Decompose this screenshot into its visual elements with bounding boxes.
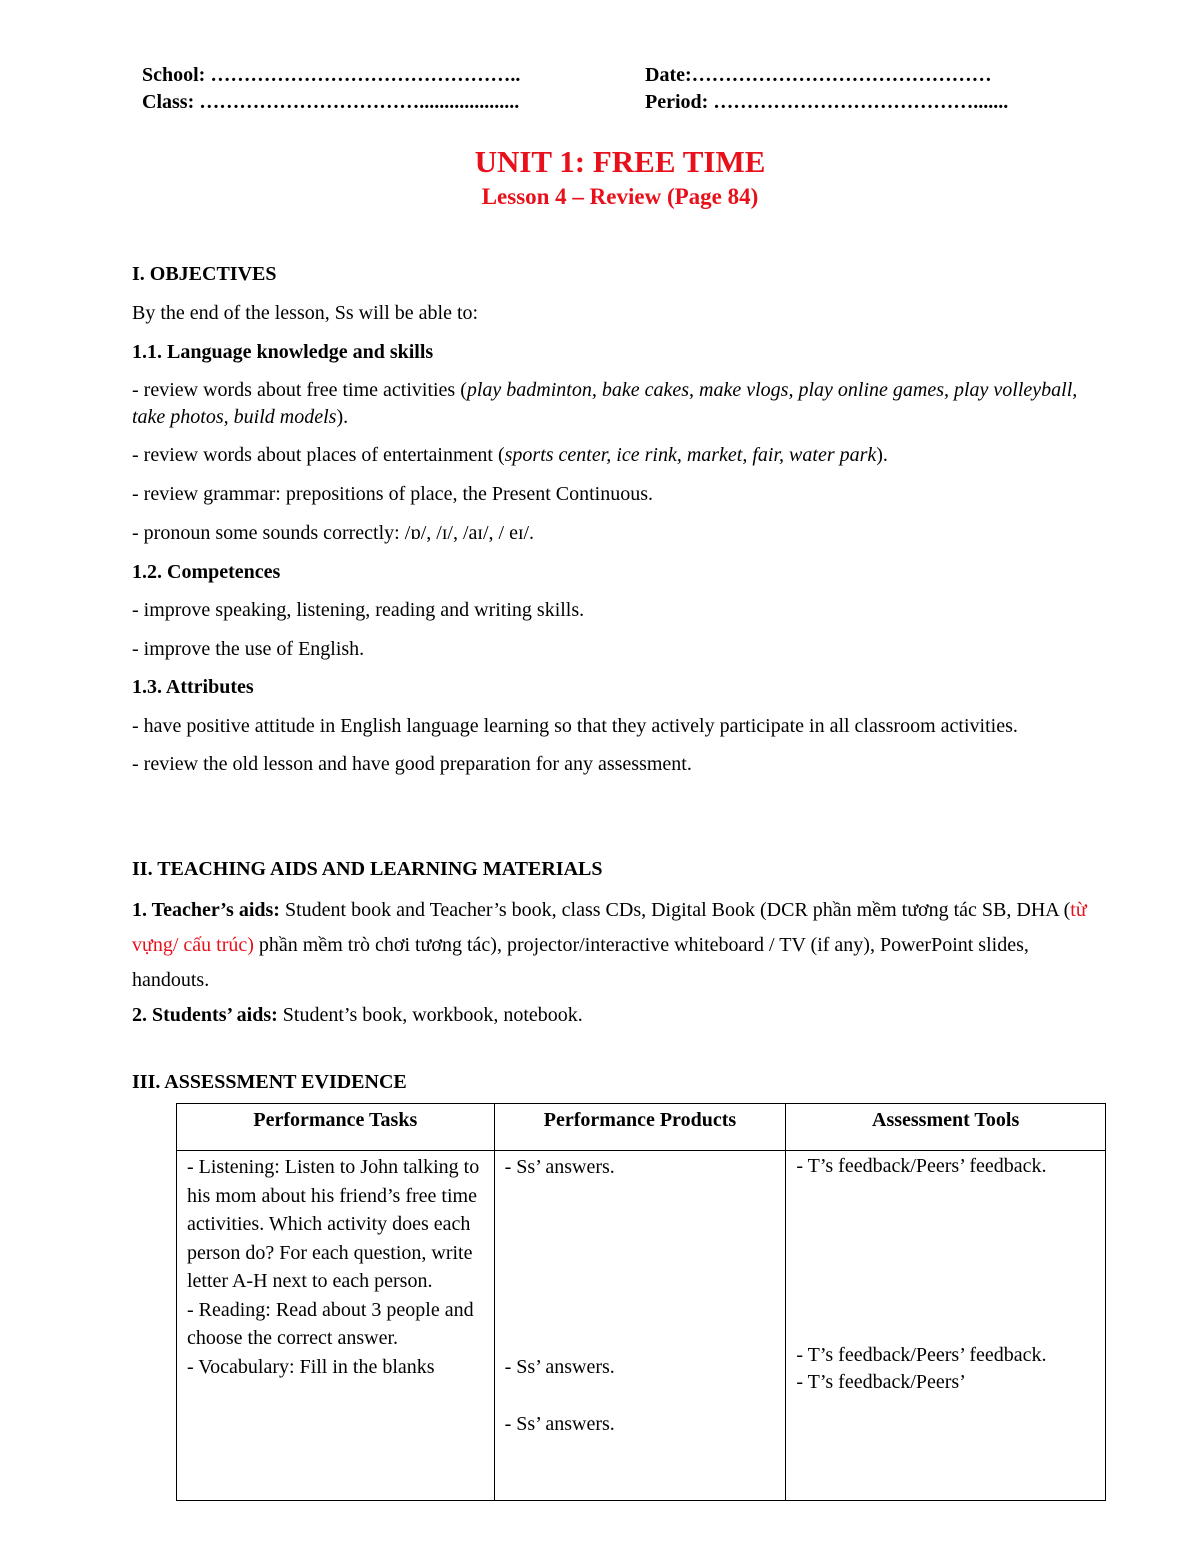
products-cell [494, 1151, 786, 1501]
tools-cell [786, 1151, 1106, 1501]
date-field: Date:……………………………………… [645, 64, 992, 86]
tool-vocabulary: - T’s feedback/Peers’ [796, 1371, 966, 1393]
aids-section [132, 856, 1107, 1033]
product-vocabulary: - Ss’ answers. [504, 1413, 615, 1435]
column-header-tools: Assessment Tools [786, 1104, 1106, 1151]
unit-title: UNIT 1: FREE TIME [474, 144, 766, 179]
objectives-section [132, 261, 1107, 778]
objective-grammar: - review grammar: prepositions of place, the Present Continuous. [132, 483, 653, 505]
period-field: Period: …………………………………....... [645, 91, 1009, 113]
tool-listening: - T’s feedback/Peers’ feedback. [796, 1155, 1047, 1177]
task-vocabulary: - Vocabulary: Fill in the blanks [187, 1355, 435, 1378]
product-listening: - Ss’ answers. [504, 1156, 615, 1178]
aids-heading: II. TEACHING AIDS AND LEARNING MATERIALS [132, 858, 603, 880]
task-reading: - Reading: Read about 3 people and choose the correct answer. [187, 1298, 474, 1349]
table-header-row [177, 1104, 1106, 1151]
school-field: School: ……………………………………….. [142, 64, 521, 86]
objective-sounds: - pronoun some sounds correctly: /ɒ/, /ɪ/, /aɪ/, / eɪ/. [132, 522, 535, 544]
students-aids: 2. Students’ aids: Student’s book, workbook, notebook. [132, 1004, 583, 1026]
attribute-review: - review the old lesson and have good preparation for any assessment. [132, 753, 692, 775]
table-row [177, 1151, 1106, 1501]
assessment-heading: III. ASSESSMENT EVIDENCE [132, 1071, 407, 1093]
competence-english: - improve the use of English. [132, 638, 365, 660]
column-header-products: Performance Products [494, 1104, 786, 1151]
tool-reading: - T’s feedback/Peers’ feedback. [796, 1344, 1047, 1366]
objective-free-time-words: - review words about free time activities (play badminton, bake cakes, make vlogs, play online games, play volleyball, take photos, build models). [132, 379, 1078, 428]
attributes-heading: 1.3. Attributes [132, 676, 254, 698]
objectives-intro: By the end of the lesson, Ss will be able to: [132, 302, 479, 324]
teacher-aids: 1. Teacher’s aids: Student book and Teacher’s book, class CDs, Digital Book (DCR phần mềm tương tác SB, DHA (từ vựng/ cấu trúc) phần mềm trò chơi tương tác), projector/interactive whiteboard / TV (if any), PowerPoint slides, handouts. [132, 899, 1087, 991]
attribute-attitude: - have positive attitude in English language learning so that they actively participate in all classroom activities. [132, 715, 1018, 737]
objectives-heading: I. OBJECTIVES [132, 263, 277, 285]
assessment-section [132, 1069, 1107, 1096]
assessment-table [176, 1103, 1106, 1501]
competence-skills: - improve speaking, listening, reading and writing skills. [132, 599, 585, 621]
language-knowledge-heading: 1.1. Language knowledge and skills [132, 341, 434, 363]
column-header-tasks: Performance Tasks [177, 1104, 495, 1151]
product-reading: - Ss’ answers. [504, 1355, 615, 1378]
competences-heading: 1.2. Competences [132, 561, 281, 583]
tasks-cell [177, 1151, 495, 1501]
objective-places-words: - review words about places of entertainment (sports center, ice rink, market, fair, water park). [132, 444, 888, 466]
lesson-title: Lesson 4 – Review (Page 84) [481, 184, 759, 209]
class-field: Class: …………………………….................... [142, 91, 520, 113]
task-listening: - Listening: Listen to John talking to his mom about his friend’s free time activities. Which activity does each person do? For each question, write letter A-H next to each person. [187, 1156, 480, 1292]
